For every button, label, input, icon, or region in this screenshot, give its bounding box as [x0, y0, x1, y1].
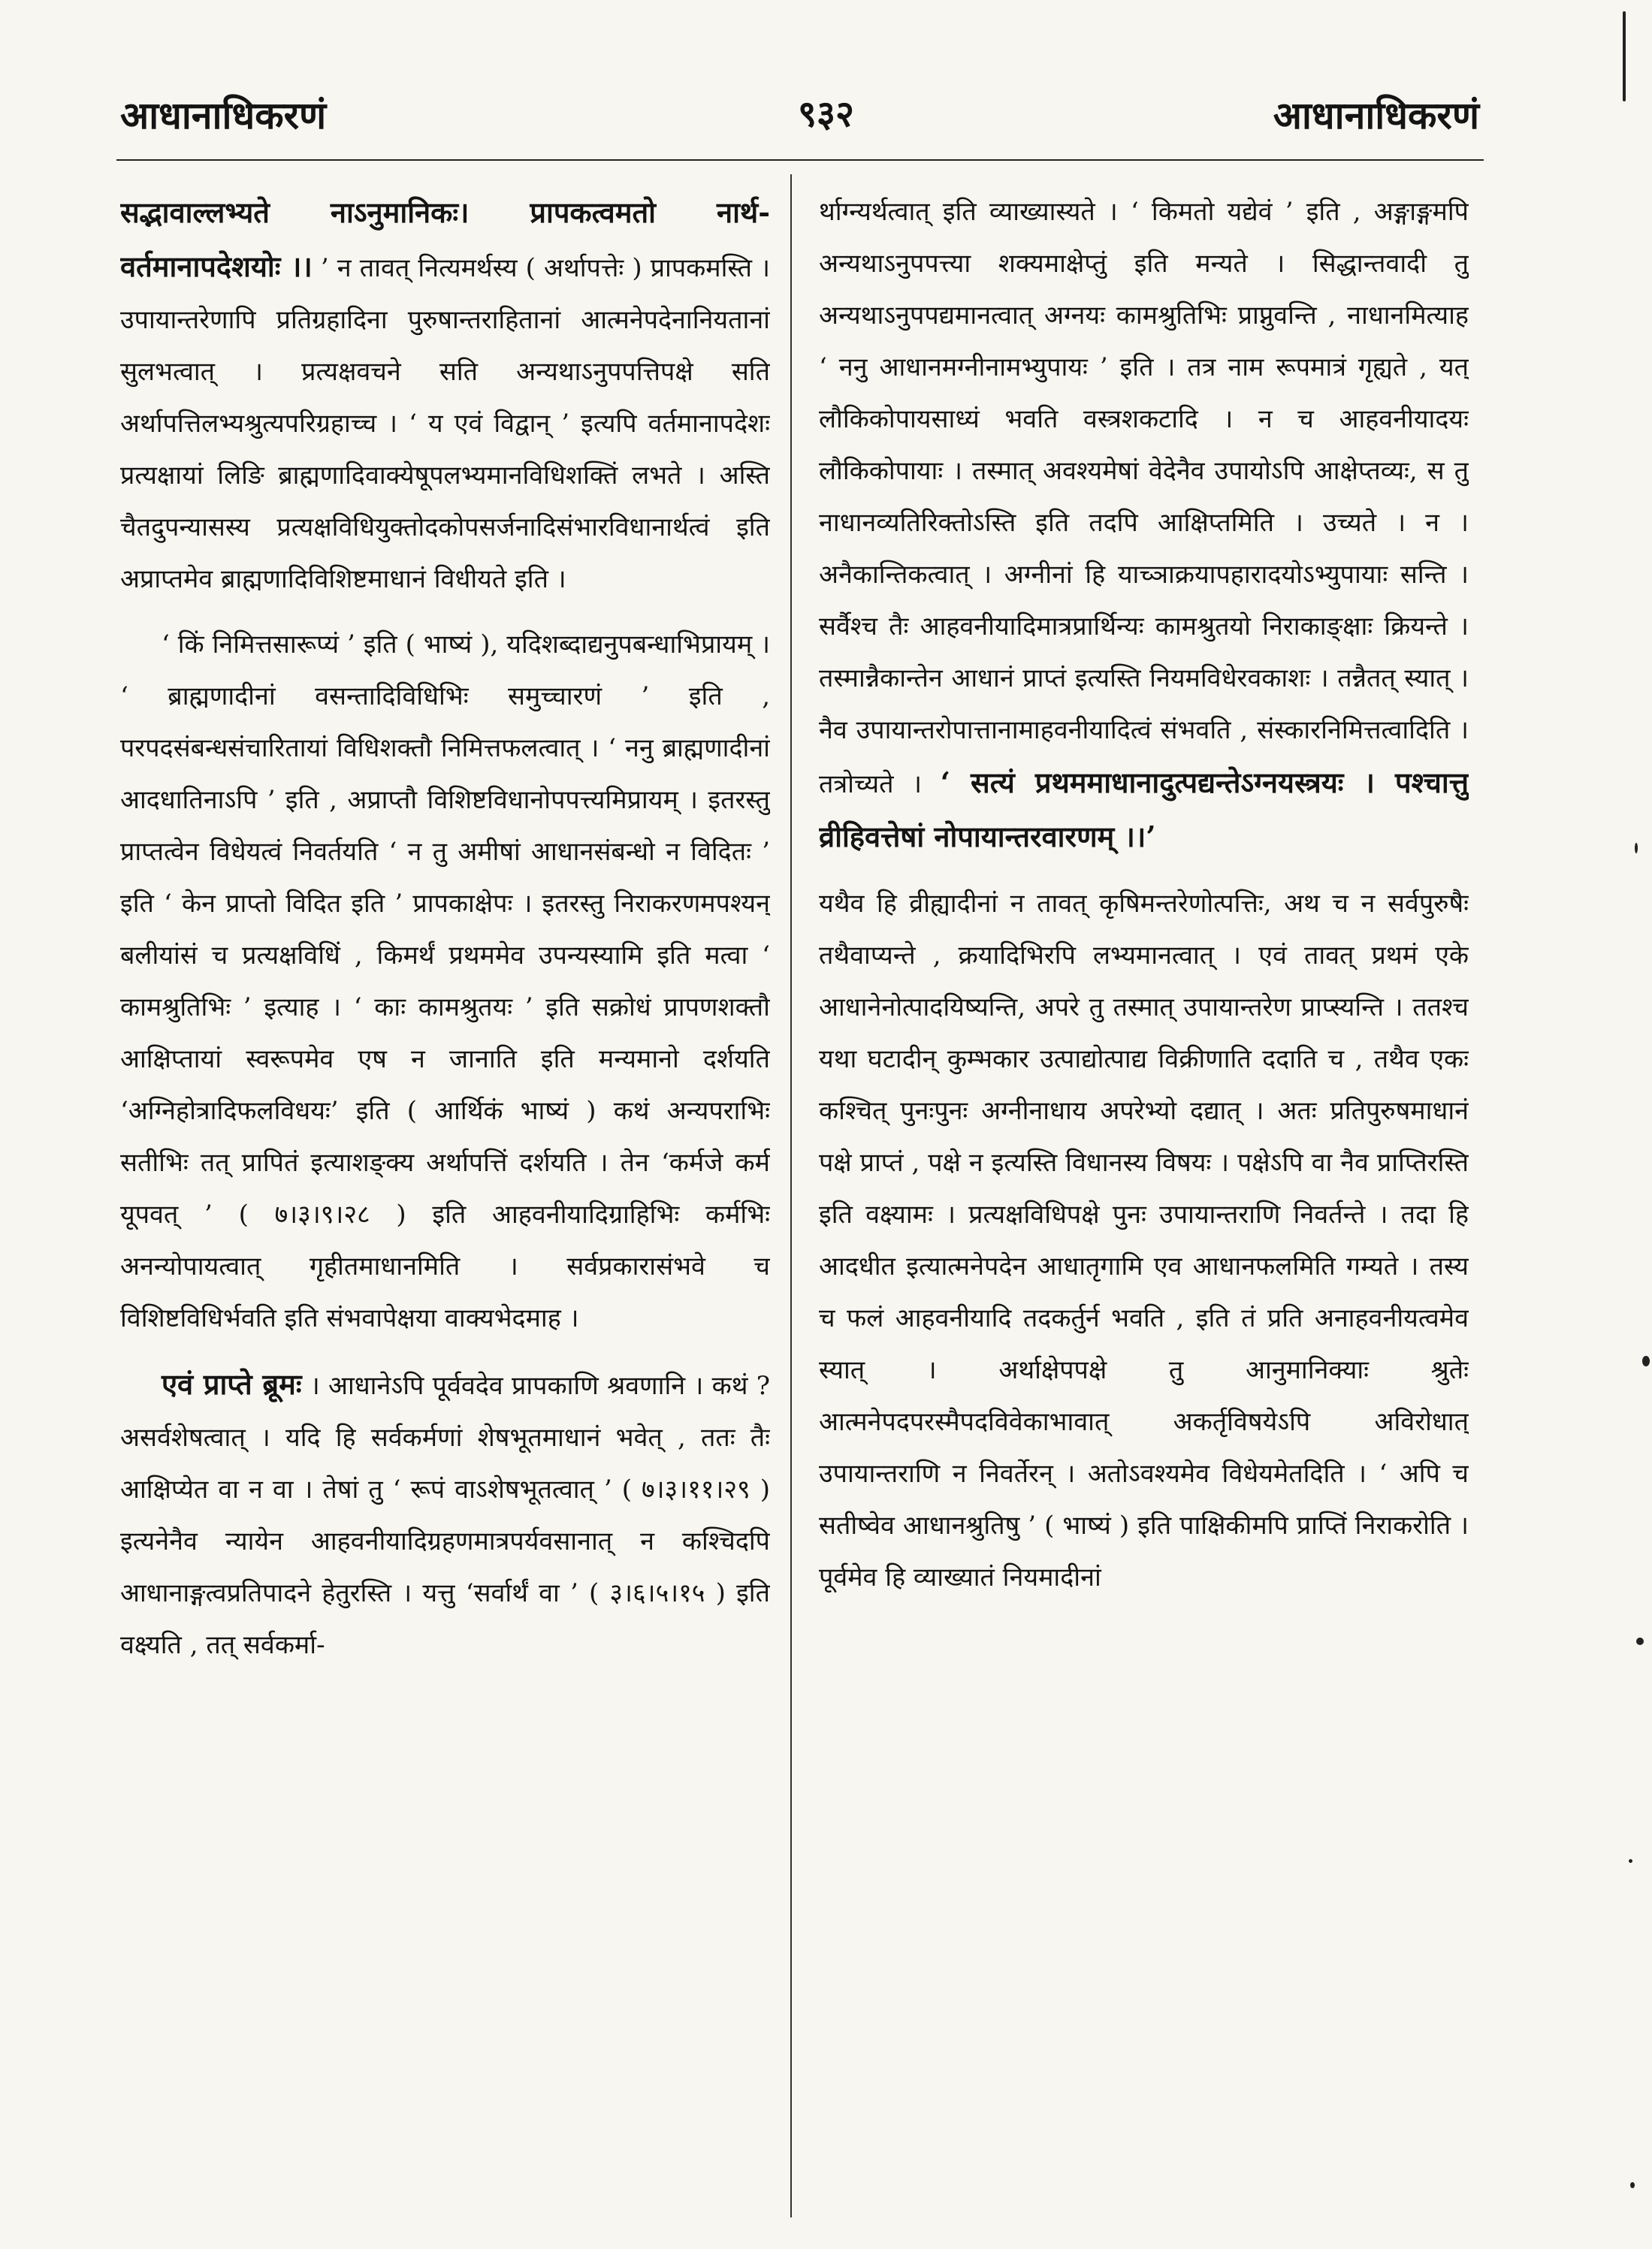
paragraph: [120, 1358, 770, 1671]
verse-bold: ‘ सत्यं प्रथममाधानादुत्पद्यन्तेऽग्नयस्त्रयः । पश्चात्तु व्रीहिवत्तेषां नोपायान्तरवारणम् ।।’: [819, 765, 1469, 853]
paragraph: [120, 619, 770, 1345]
paragraph-text: ’ न तावत् नित्यमर्थस्य ( अर्थापत्तेः ) प्रापकमस्ति । उपायान्तरेणापि प्रतिग्रहादिना पुरुषान्तराहितानां आत्मनेपदेनानियतानां सुलभत्वात् । प्रत्यक्षवचने सति अन्यथाऽनुपपत्तिपक्षे सति अर्थापत्तिलभ्यश्रुत्यपरिग्रहाच्च । ‘ य एवं विद्वान् ’ इत्यपि वर्तमानापदेशः प्रत्यक्षायां लिङि ब्राह्मणादिवाक्येषूपलभ्यमानविधिशक्तिं लभते । अस्ति चैतदुपन्यासस्य प्रत्यक्षविधियुक्तोदकोपसर्जनादिसंभारविधानार्थत्वं इति अप्राप्तमेव ब्राह्मणादिविशिष्टमाधानं विधीयते इति ।: [120, 253, 770, 594]
paragraph: [120, 186, 770, 605]
paragraph: [819, 878, 1469, 1604]
paragraph-text: र्थाग्न्यर्थत्वात् इति व्याख्यास्यते । ‘ किमतो यद्येवं ’ इति , अङ्गाङ्गमपि अन्यथाऽनुपपत्त्या शक्यमाक्षेप्तुं इति मन्यते । सिद्धान्तवादी तु अन्यथाऽनुपपद्यमानत्वात् अग्नयः कामश्रुतिभिः प्राप्नुवन्ति , नाधानमित्याह ‘ ननु आधानमग्नीनामभ्युपायः ’ इति । तत्र नाम रूपमात्रं गृह्यते , यत् लौकिकोपायसाध्यं भवति वस्त्रशकटादि । न च आहवनीयादयः लौकिकोपायाः । तस्मात् अवश्यमेषां वेदेनैव उपायोऽपि आक्षेप्तव्यः, स तु नाधानव्यतिरिक्तोऽस्ति इति तदपि आक्षिप्तमिति । उच्यते । न । अनैकान्तिकत्वात् । अग्नीनां हि याच्ञाक्रयापहारादयोऽभ्युपायाः सन्ति । सर्वैश्च तैः आहवनीयादिमात्रप्रार्थिन्यः कामश्रुतयो निराकाङ्क्षाः क्रियन्ते । तस्मान्नैकान्तेन आधानं प्राप्तं इत्यस्ति नियमविधेरवकाशः । तन्नैतत् स्यात् । नैव उपायान्तरोपात्तानामाहवनीयादित्वं संभवति , संस्कारनिमित्तत्वादिति । तत्रोच्यते ।: [819, 197, 1469, 799]
paragraph-text: । आधानेऽपि पूर्ववदेव प्रापकाणि श्रवणानि । कथं ? असर्वशेषत्वात् । यदि हि सर्वकर्मणां शेषभूतमाधानं भवेत् , ततः तैः आक्षिप्येत वा न वा । तेषां तु ‘ रूपं वाऽशेषभूतत्वात् ’ ( ७।३।११।२९ ) इत्यनेनैव न्यायेन आहवनीयादिग्रहणमात्रपर्यवसानात् न कश्चिदपि आधानाङ्गत्वप्रतिपादने हेतुरस्ति । यत्तु ‘सर्वार्थं वा ’ ( ३।६।५।१५ ) इति वक्ष्यति , तत् सर्वकर्मा-: [120, 1371, 770, 1660]
left-column: [120, 186, 770, 2214]
scan-speck: [1635, 843, 1638, 853]
scan-speck: [1629, 1859, 1632, 1863]
page-number: ९३२: [798, 93, 854, 135]
scan-speck: [1642, 1356, 1650, 1366]
scan-speck: [1630, 2182, 1635, 2188]
paragraph: [819, 186, 1469, 865]
column-divider: [790, 174, 792, 2217]
scan-speck: [1636, 1638, 1644, 1645]
header-rule: [116, 159, 1484, 161]
running-header-left: आधानाधिकरणं: [120, 94, 327, 137]
paragraph-text: ‘ किं निमित्तसारूप्यं ’ इति ( भाष्यं ), यदिशब्दाद्यनुपबन्धाभिप्रायम् । ‘ ब्राह्मणादीनां वसन्तादिविधिभिः समुच्चारणं ’ इति , परपदसंबन्धसंचारितायां विधिशक्तौ निमित्तफलत्वात् । ‘ ननु ब्राह्मणादीनां आदधातिनाऽपि ’ इति , अप्राप्तौ विशिष्टविधानोपपत्त्यमिप्रायम् । इतरस्तु प्राप्तत्वेन विधेयत्वं निवर्तयति ‘ न तु अमीषां आधानसंबन्धो न विदितः ’ इति ‘ केन प्राप्तो विदित इति ’ प्रापकाक्षेपः । इतरस्तु निराकरणमपश्यन् बलीयांसं च प्रत्यक्षविधिं , किमर्थं प्रथममेव उपन्यस्यामि इति मत्वा ‘ कामश्रुतिभिः ’ इत्याह । ‘ काः कामश्रुतयः ’ इति सक्रोधं प्रापणशक्तौ आक्षिप्तायां स्वरूपमेव एष न जानाति इति मन्यमानो दर्शयति ‘अग्निहोत्रादिफलविधयः’ इति ( आर्थिकं भाष्यं ) कथं अन्यपराभिः सतीभिः तत् प्रापितं इत्याशङ्क्य अर्थापत्तिं दर्शयति । तेन ‘कर्मजे कर्म यूपवत् ’ ( ७।३।९।२८ ) इति आहवनीयादिग्राहिभिः कर्मभिः अनन्योपायत्वात् गृहीतमाधानमिति । सर्वप्रकारासंभवे च विशिष्टविधिर्भवति इति संभवापेक्षया वाक्यभेदमाह ।: [120, 629, 770, 1333]
paragraph-text: यथैव हि व्रीह्यादीनां न तावत् कृषिमन्तरेणोत्पत्तिः, अथ च न सर्वपुरुषैः तथैवाप्यन्ते , क्रयादिभिरपि लभ्यमानत्वात् । एवं तावत् प्रथमं एके आधानेनोत्पादयिष्यन्ति, अपरे तु तस्मात् उपायान्तरेण प्राप्स्यन्ति । ततश्च यथा घटादीन् कुम्भकार उत्पाद्योत्पाद्य विक्रीणाति ददाति च , तथैव एकः कश्चित् पुनःपुनः अग्नीनाधाय अपरेभ्यो दद्यात् । अतः प्रतिपुरुषमाधानं पक्षे प्राप्तं , पक्षे न इत्यस्ति विधानस्य विषयः । पक्षेऽपि वा नैव प्राप्तिरस्ति इति वक्ष्यामः । प्रत्यक्षविधिपक्षे पुनः उपायान्तराणि निवर्तन्ते । तदा हि आदधीत इत्यात्मनेपदेन आधातृगामि एव आधानफलमिति गम्यते । तस्य च फलं आहवनीयादि तदकर्तुर्न भवति , इति तं प्रति अनाहवनीयत्वमेव स्यात् । अर्थाक्षेपपक्षे तु आनुमानिक्याः श्रुतेः आत्मनेपदपरस्मैपदविवेकाभावात् अकर्तृविषयेऽपि अविरोधात् उपायान्तराणि न निवर्तेरन् । अतोऽवश्यमेव विधेयमेतदिति । ‘ अपि च सतीष्वेव आधानश्रुतिषु ’ ( भाष्यं ) इति पाक्षिकीमपि प्राप्तिं निराकरोति । पूर्वमेव हि व्याख्यातं नियमादीनां: [819, 889, 1469, 1592]
heading-bold: एवं प्राप्ते ब्रूमः: [162, 1367, 302, 1401]
verse-bold: सद्भावाल्लभ्यते नाऽनुमानिकः। प्रापकत्वमतो नार्थ- वर्तमानापदेशयोः ।।: [120, 195, 770, 283]
right-column: [819, 186, 1469, 2214]
running-header-right: आधानाधिकरणं: [1273, 94, 1479, 137]
scan-speck: [1623, 11, 1626, 101]
